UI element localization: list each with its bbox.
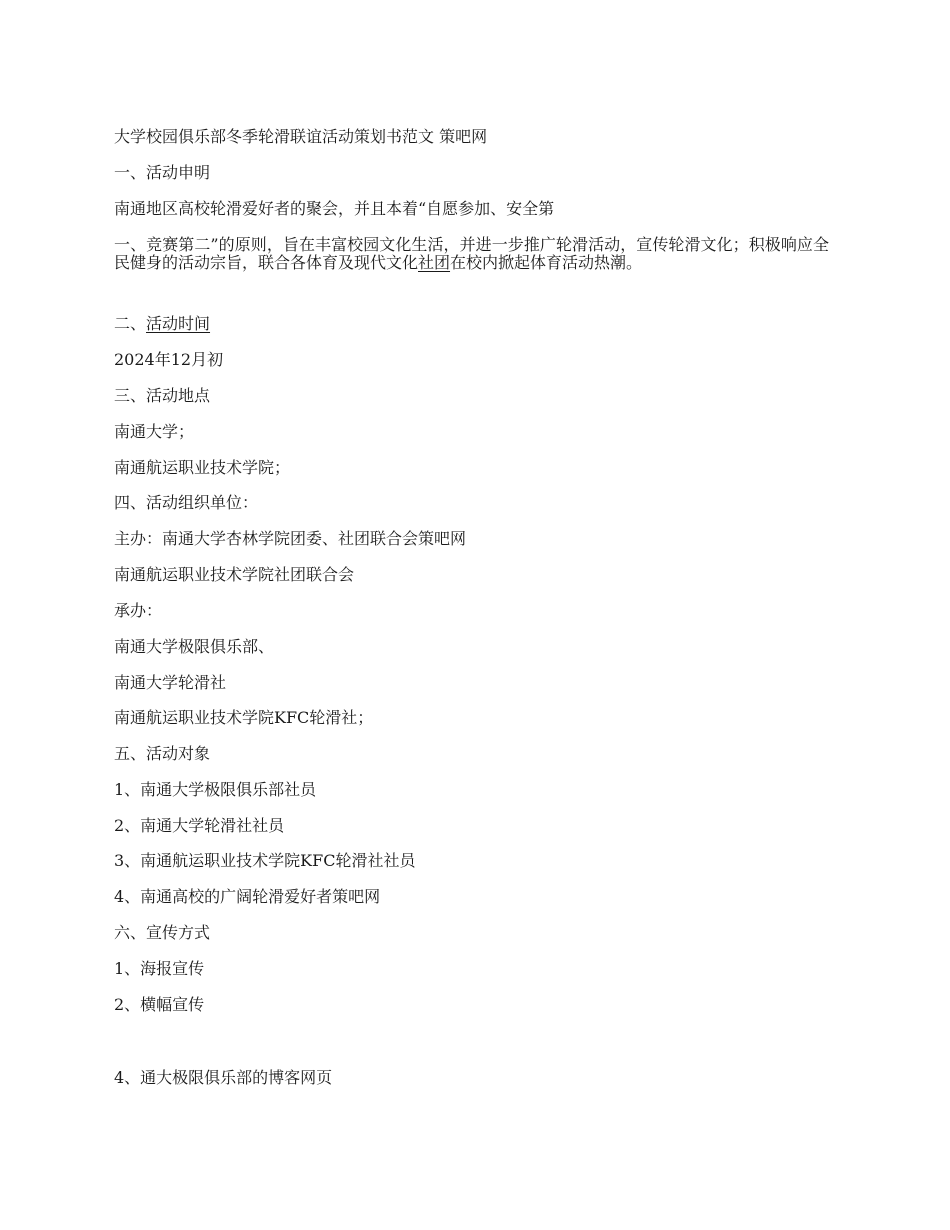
publicity-item: 2、横幅宣传 [114, 995, 205, 1014]
target-item: 1、南通大学极限俱乐部社员 [114, 780, 317, 799]
activity-time-link[interactable]: 活动时间 [146, 314, 211, 333]
section-1-heading: 一、活动申明 [114, 163, 211, 182]
section-2-text: 2024年12月初 [114, 350, 224, 369]
section-1-paragraph-1: 南通地区高校轮滑爱好者的聚会，并且本着“自愿参加、安全第 [114, 199, 555, 218]
host-line: 主办：南通大学杏林学院团委、社团联合会策吧网 [114, 529, 467, 548]
organizer-item: 南通大学轮滑社 [114, 673, 227, 692]
host-line: 南通航运职业技术学院社团联合会 [114, 565, 355, 584]
section-2-heading [114, 315, 829, 333]
document-title: 大学校园俱乐部冬季轮滑联谊活动策划书范文 策吧网 [114, 127, 488, 146]
heading-prefix: 二、 [114, 314, 147, 333]
shetuan-link[interactable]: 社团 [418, 253, 451, 272]
paragraph-text: 在校内掀起体育活动热潮。 [450, 253, 643, 272]
organizer-item: 南通大学极限俱乐部、 [114, 637, 275, 656]
section-6-heading: 六、宣传方式 [114, 923, 211, 942]
target-item: 4、南通高校的广阔轮滑爱好者策吧网 [114, 887, 381, 906]
organizer-item: 南通航运职业技术学院KFC轮滑社； [114, 708, 374, 727]
section-3-heading: 三、活动地点 [114, 386, 211, 405]
location-item: 南通大学； [114, 422, 195, 441]
location-item: 南通航运职业技术学院； [114, 458, 291, 477]
section-5-heading: 五、活动对象 [114, 744, 211, 763]
organizer-label: 承办： [114, 601, 163, 620]
section-1-paragraph-2 [114, 236, 829, 272]
publicity-item: 4、通大极限俱乐部的博客网页 [114, 1068, 333, 1087]
paragraph-text: 一、竞赛第二”的原则，旨在丰富校园文化生活，并进一步推广轮滑活动，宣传轮滑文化；积极响应全民健身的活动宗旨，联合各体育及现代文化 [114, 235, 829, 272]
target-item: 3、南通航运职业技术学院KFC轮滑社社员 [114, 851, 416, 870]
target-item: 2、南通大学轮滑社社员 [114, 816, 285, 835]
publicity-item: 1、海报宣传 [114, 959, 205, 978]
section-4-heading: 四、活动组织单位： [114, 493, 259, 512]
